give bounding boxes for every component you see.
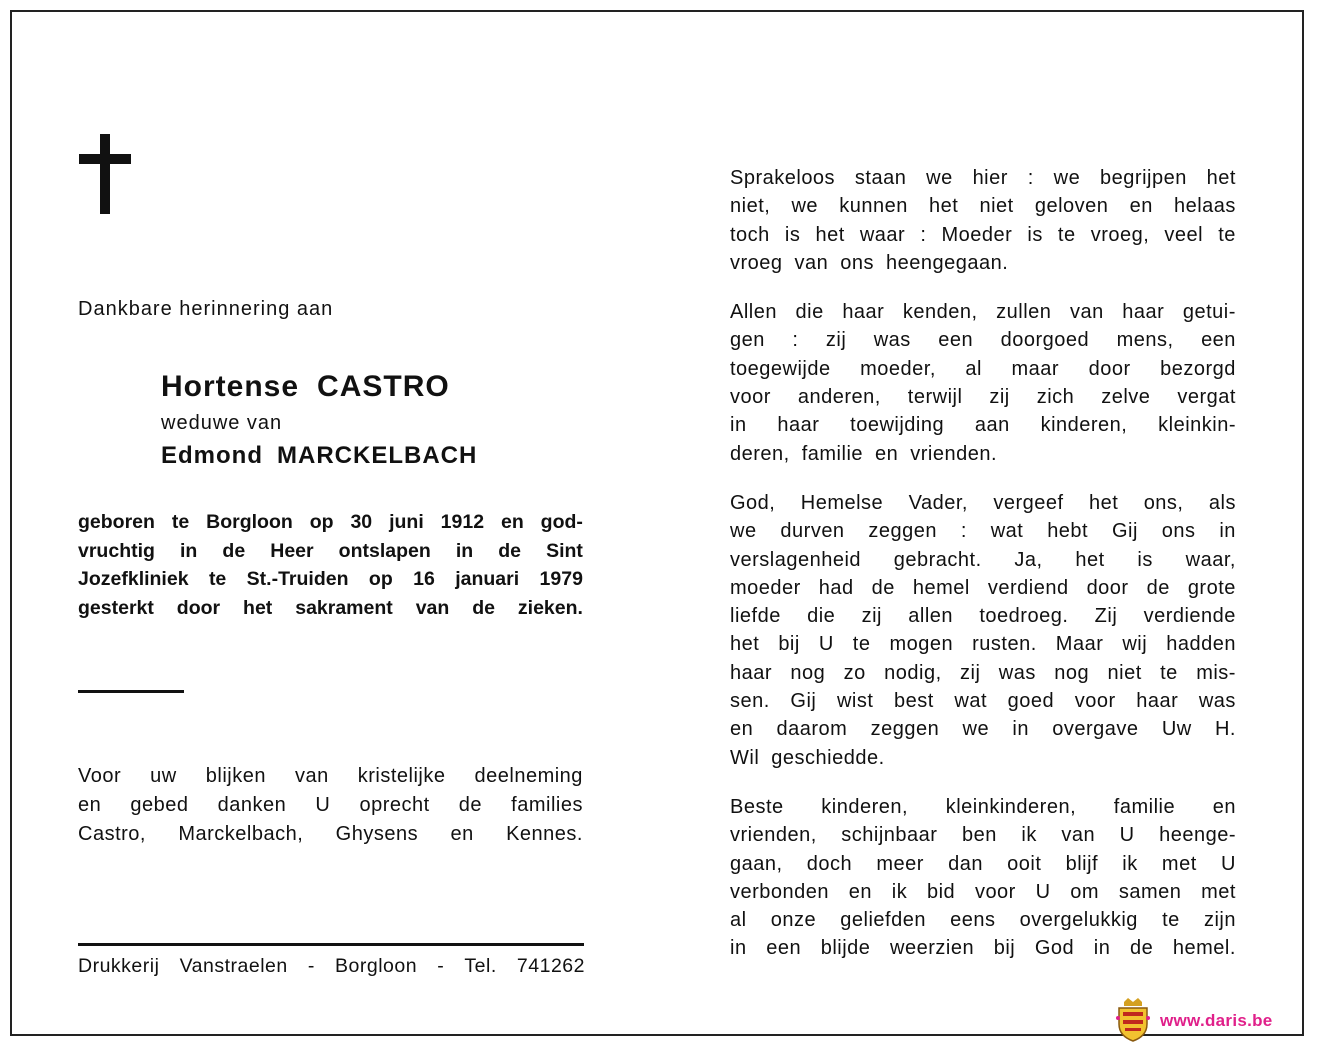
text-line: Sprakeloos staan we hier : we begrijpen het (730, 167, 1236, 189)
printer-credit: Drukkerij Vanstraelen - Borgloon - Tel. 741262 (78, 955, 585, 977)
thanks-block (78, 762, 583, 849)
text-line: niet, we kunnen het niet geloven en helaas (730, 195, 1236, 218)
widow-of-label: weduwe van (161, 412, 283, 434)
text-line: het bij U te mogen rusten. Maar wij hadden (730, 633, 1236, 656)
biography-block (78, 508, 583, 622)
website-link[interactable]: www.daris.be (1160, 1011, 1273, 1030)
text-line: vrienden, schijnbaar ben ik van U heenge- (730, 824, 1236, 847)
deceased-name (161, 370, 450, 404)
text-line: Beste kinderen, kleinkinderen, familie en (730, 795, 1236, 818)
thanks-line: Voor uw blijken van kristelijke deelneming (78, 765, 583, 787)
text-line: in haar toewijding aan kinderen, kleinkin- (730, 414, 1236, 437)
paragraph (730, 489, 1236, 772)
text-line: verbonden en ik bid voor U om samen met (730, 880, 1236, 903)
text-line: sen. Gij wist best wat goed voor haar was (730, 690, 1236, 713)
paragraph (730, 793, 1236, 963)
divider-long (78, 943, 584, 946)
coat-of-arms-icon (1116, 998, 1150, 1042)
text-line: al onze geliefden eens overgelukkig te zijn (730, 909, 1236, 932)
text-line: haar nog zo nodig, zij was nog niet te mis- (730, 661, 1236, 684)
text-line: in een blijde weerzien bij God in de hemel. (730, 937, 1236, 960)
text-line: we durven zeggen : wat hebt Gij ons in (730, 520, 1236, 543)
intro-text: Dankbare herinnering aan (78, 298, 334, 320)
latin-cross-icon (79, 134, 131, 214)
text-line: deren, familie en vrienden. (730, 442, 998, 465)
spouse-first-name: Edmond (161, 442, 263, 469)
text-line: voor anderen, terwijl zij zich zelve vergat (730, 386, 1236, 409)
paragraph (730, 164, 1236, 277)
text-line: en daarom zeggen we in overgave Uw H. (730, 718, 1236, 741)
bio-line: vruchtig in de Heer ontslapen in de Sint (78, 539, 583, 562)
text-line: verslagenheid gebracht. Ja, het is waar, (730, 548, 1236, 571)
text-line: gaan, doch meer dan ooit blijf ik met U (730, 852, 1236, 875)
text-line: moeder had de hemel verdiend door de grote (730, 576, 1236, 599)
spouse-name (161, 442, 477, 470)
text-line: God, Hemelse Vader, vergeef het ons, als (730, 491, 1236, 514)
bio-line: gesterkt door het sakrament van de zieken. (78, 596, 583, 619)
bio-line: geboren te Borgloon op 30 juni 1912 en god- (78, 511, 583, 533)
text-line: gen : zij was een doorgoed mens, een (730, 329, 1236, 352)
thanks-line: Castro, Marckelbach, Ghysens en Kennes. (78, 823, 583, 845)
text-line: vroeg van ons heengegaan. (730, 251, 1009, 274)
deceased-first-name: Hortense (161, 370, 300, 403)
text-line: Allen die haar kenden, zullen van haar getui- (730, 301, 1236, 324)
bio-line: Jozefkliniek te St.-Truiden op 16 januari 1979 (78, 568, 583, 590)
thanks-line: en gebed danken U oprecht de families (78, 794, 583, 816)
paragraph (730, 298, 1236, 468)
deceased-last-name: CASTRO (317, 370, 450, 403)
divider-short (78, 690, 184, 693)
memorial-text-column (730, 164, 1236, 984)
text-line: toch is het waar : Moeder is te vroeg, veel te (730, 223, 1236, 246)
text-line: liefde die zij allen toedroeg. Zij verdiende (730, 605, 1236, 628)
spouse-last-name: MARCKELBACH (277, 442, 478, 469)
text-line: toegewijde moeder, al maar door bezorgd (730, 357, 1236, 380)
text-line: Wil geschiedde. (730, 746, 885, 769)
